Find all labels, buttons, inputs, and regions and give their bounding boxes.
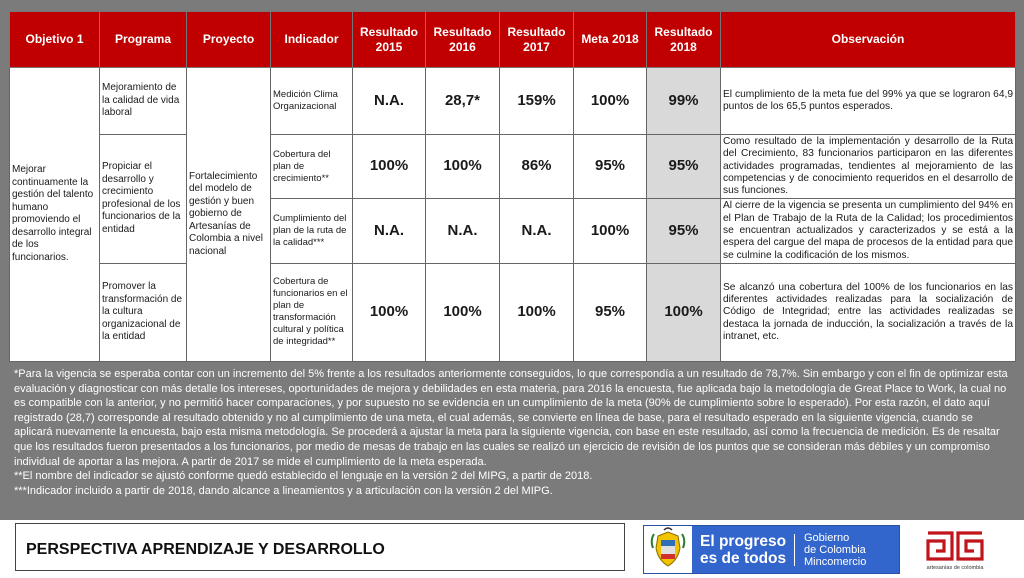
government-name-line: Gobierno <box>804 532 850 544</box>
footnote-2: **El nombre del indicador se ajustó conforme quedó establecido el lenguaje en la versión 2 del MIPG, a partir de 2018. <box>14 470 593 483</box>
indicator-cell: Cobertura del plan de crecimiento** <box>271 135 353 199</box>
result-2015-cell: 100% <box>353 135 426 199</box>
result-2018-cell: 99% <box>647 68 721 135</box>
artesanias-logo-icon <box>924 527 986 565</box>
government-logo <box>643 525 900 574</box>
result-2016-cell: 100% <box>426 263 500 361</box>
header-programa: Programa <box>100 12 187 68</box>
program-cell: Promover la transformación de la cultura organizacional de la entidad <box>100 263 187 361</box>
result-2017-cell: 159% <box>500 68 574 135</box>
result-2017-cell: 100% <box>500 263 574 361</box>
section-title: PERSPECTIVA APRENDIZAJE Y DESARROLLO <box>15 523 625 571</box>
meta-2018-cell: 95% <box>574 263 647 361</box>
result-2015-cell: N.A. <box>353 68 426 135</box>
result-2016-cell: 100% <box>426 135 500 199</box>
observation-cell: Como resultado de la implementación y desarrollo de la Ruta del Crecimiento, 83 funcionarios participaron en las diferentes actividades programadas, tendientes al mejoramiento de las competencias y de conocimiento requeridos en el desarrollo de sus funciones. <box>721 135 1016 199</box>
header-observacion: Observación <box>721 12 1016 68</box>
footnote-3: ***Indicador incluido a partir de 2018, dando alcance a lineamientos y a articulación con la versión 2 del MIPG. <box>14 484 553 497</box>
header-resultado-2015: Resultado 2015 <box>353 12 426 68</box>
table-row <box>10 263 1016 361</box>
program-cell: Propiciar el desarrollo y crecimiento profesional de los funcionarios de la entidad <box>100 135 187 264</box>
header-proyecto: Proyecto <box>187 12 271 68</box>
footnote-1: *Para la vigencia se esperaba contar con un incremento del 5% frente a los resultados anteriormente conseguidos, lo que correspondía a un resultado de 78,7%. Sin embargo y con el fin de optimizar esta evaluación y diagnosticar con más detalle los intereses, oportunidades de mejora y debilidades en esta materia, para 2016 la encuesta, fue aplicada bajo la metodología de Great Place to Work, la cual no es compatible con la anterior, y no permitió hacer comparaciones, y por supuesto no se evidencia en un cumplimiento de la meta (90% de cumplimiento sobre lo esperado). Por esta razón, el dato aquí registrado (28,7) corresponde al resultado obtenido y no al cumplimiento de una meta, el cual además, se convierte en línea de base, para el resultado esperado en la siguiente vigencia, cuando se aplicará nuevamente la encuesta, bajo esta misma metodología. Se procederá a ajustar la meta para la siguiente vigencia, con base en este resultado, así como la frecuencia de medición. Es de resaltar que los resultados fueron presentados a los funcionarios, por medio de mesas de trabajo en las cuales se realizó un ejercicio de revisión de los puntos que se consideran más débiles y un compromiso individual de aportar a las mejora. A partir de 2017 se mide el cumplimiento de la meta esperada. <box>14 368 1008 468</box>
logo-divider <box>794 534 795 566</box>
meta-2018-cell: 100% <box>574 199 647 263</box>
government-name <box>804 532 866 568</box>
result-2017-cell: N.A. <box>500 199 574 263</box>
results-table <box>9 11 1016 362</box>
header-meta-2018: Meta 2018 <box>574 12 647 68</box>
meta-2018-cell: 95% <box>574 135 647 199</box>
government-slogan: El progreso es de todos <box>700 533 787 567</box>
header-resultado-2016: Resultado 2016 <box>426 12 500 68</box>
header-objetivo: Objetivo 1 <box>10 12 100 68</box>
result-2016-cell: 28,7* <box>426 68 500 135</box>
program-cell: Mejoramiento de la calidad de vida laboral <box>100 68 187 135</box>
artesanias-logo <box>924 527 986 572</box>
table-row <box>10 135 1016 199</box>
artesanias-caption: artesanías de colombia <box>926 565 984 571</box>
result-2015-cell: 100% <box>353 263 426 361</box>
observation-cell: Al cierre de la vigencia se presenta un cumplimiento del 94% en el Plan de Trabajo de la Ruta de la Calidad; los procedimientos se encuentran actualizados y caracterizados y se está a la espera del cargue del mapa de procesos de la entidad para que se culmine la codificación de los mismos. <box>721 199 1016 263</box>
indicator-cell: Cobertura de funcionarios en el plan de transformación cultural y política de integridad** <box>271 263 353 361</box>
result-2017-cell: 86% <box>500 135 574 199</box>
objective-cell: Mejorar continuamente la gestión del talento humano promoviendo el desarrollo integral de los funcionarios. <box>10 68 100 362</box>
observation-cell: El cumplimiento de la meta fue del 99% ya que se lograron 64,9 puntos de los 65,5 puntos esperados. <box>721 68 1016 135</box>
meta-2018-cell: 100% <box>574 68 647 135</box>
footnotes <box>14 367 1014 498</box>
result-2018-cell: 95% <box>647 135 721 199</box>
result-2018-cell: 100% <box>647 263 721 361</box>
indicator-cell: Cumplimiento del plan de la ruta de la calidad*** <box>271 199 353 263</box>
table-header-row <box>10 12 1016 68</box>
coat-of-arms-icon <box>644 526 692 573</box>
government-name-line: Mincomercio <box>804 556 867 568</box>
table-row <box>10 68 1016 135</box>
observation-cell: Se alcanzó una cobertura del 100% de los funcionarios en las diferentes actividades realizadas para la socialización de Código de Integridad; entre las actividades realizadas se destaca la jornada de inducción, la socialización a través de la intranet, etc. <box>721 263 1016 361</box>
indicator-cell: Medición Clima Organizacional <box>271 68 353 135</box>
header-resultado-2017: Resultado 2017 <box>500 12 574 68</box>
government-name-line: de Colombia <box>804 544 866 556</box>
header-resultado-2018: Resultado 2018 <box>647 12 721 68</box>
project-cell: Fortalecimiento del modelo de gestión y buen gobierno de Artesanías de Colombia a nivel nacional <box>187 68 271 362</box>
result-2015-cell: N.A. <box>353 199 426 263</box>
result-2016-cell: N.A. <box>426 199 500 263</box>
header-indicador: Indicador <box>271 12 353 68</box>
result-2018-cell: 95% <box>647 199 721 263</box>
